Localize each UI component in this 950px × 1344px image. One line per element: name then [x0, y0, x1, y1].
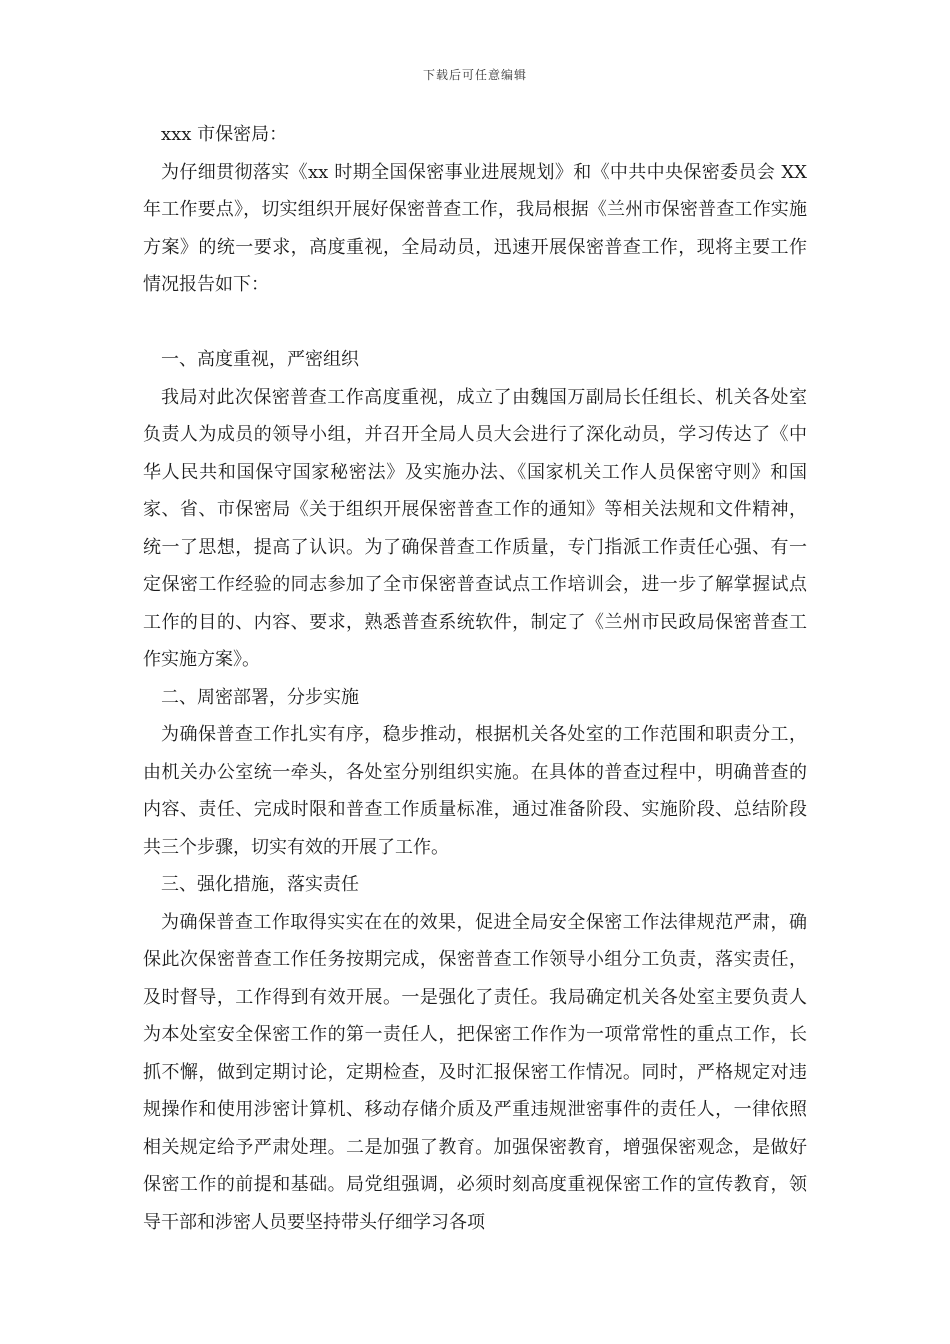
section-1-paragraph: 我局对此次保密普查工作高度重视，成立了由魏国万副局长任组长、机关各处室负责人为成员的领导小组，并召开全局人员大会进行了深化动员，学习传达了《中华人民共和国保守国家秘密法》及实施办法、《国家机关工作人员保密守则》和国家、省、市保密局《关于组织开展保密普查工作的通知》等相关法规和文件精神，统一了思想，提高了认识。为了确保普查工作质量，专门指派工作责任心强、有一定保密工作经验的同志参加了全市保密普查试点工作培训会，进一步了解掌握试点工作的目的、内容、要求，熟悉普查系统软件，制定了《兰州市民政局保密普查工作实施方案》。 [143, 386, 807, 670]
section-2-heading: 二、周密部署，分步实施 [161, 686, 359, 708]
intro-paragraph: 为仔细贯彻落实《xx 时期全国保密事业进展规划》和《中共中央保密委员会 XX 年工作要点》，切实组织开展好保密普查工作，我局根据《兰州市保密普查工作实施方案》的统一要求，高度重视，全局动员，迅速开展保密普查工作，现将主要工作情况报告如下： [143, 161, 807, 295]
section-2-paragraph: 为确保普查工作扎实有序，稳步推动，根据机关各处室的工作范围和职责分工，由机关办公室统一牵头，各处室分别组织实施。在具体的普查过程中，明确普查的内容、责任、完成时限和普查工作质量标准，通过准备阶段、实施阶段、总结阶段共三个步骤，切实有效的开展了工作。 [143, 724, 807, 858]
section-3-heading: 三、强化措施，落实责任 [161, 874, 359, 895]
header-note: 下载后可任意编辑 [422, 68, 527, 82]
document-body [143, 116, 807, 1241]
section-3-paragraph: 为确保普查工作取得实实在在的效果，促进全局安全保密工作法律规范严肃，确保此次保密普查工作任务按期完成，保密普查工作领导小组分工负责，落实责任，及时督导，工作得到有效开展。一是强化了责任。我局确定机关各处室主要负责人为本处室安全保密工作的第一责任人，把保密工作作为一项常常性的重点工作，长抓不懈，做到定期讨论，定期检查，及时汇报保密工作情况。同时，严格规定对违规操作和使用涉密计算机、移动存储介质及严重违规泄密事件的责任人，一律依照相关规定给予严肃处理。二是加强了教育。加强保密教育，增强保密观念，是做好保密工作的前提和基础。局党组强调，必须时刻高度重视保密工作的宣传教育，领导干部和涉密人员要坚持带头仔细学习各项 [143, 911, 807, 1233]
paragraph-gap [143, 304, 807, 342]
section-1-heading: 一、高度重视，严密组织 [161, 349, 359, 370]
salutation: xxx 市保密局： [161, 124, 288, 145]
